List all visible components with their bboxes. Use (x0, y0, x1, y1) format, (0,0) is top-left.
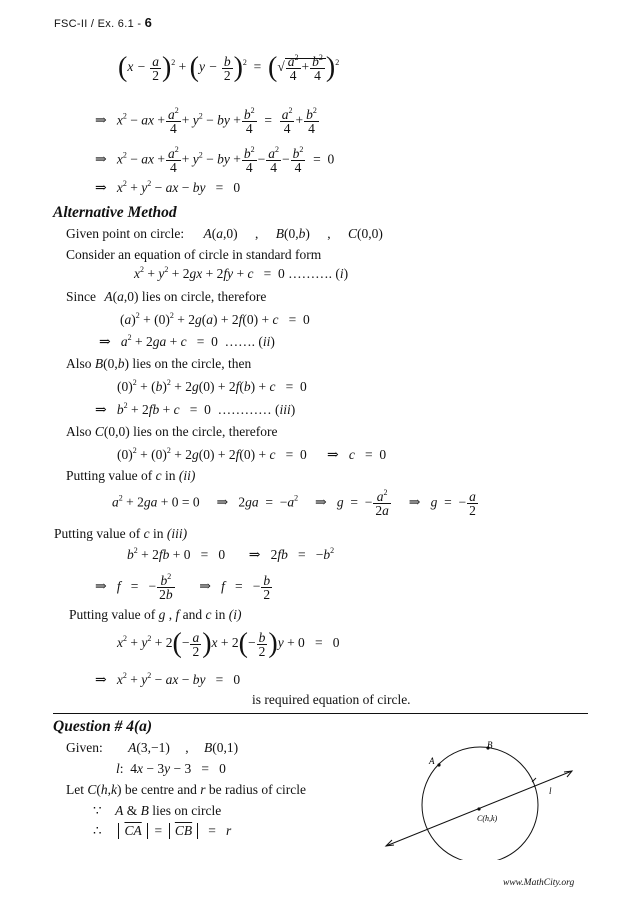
putting-gfc-line: Putting value of g , f and c in (i) (69, 607, 242, 622)
also-c-line: Also C(0,0) lies on the circle, therefore (66, 424, 278, 439)
consider-line: Consider an equation of circle in standard form (66, 247, 322, 262)
solve-f-equation-2: ⇒ f = − $\frac{b^2}{2b}$ ⇒ f = − $\frac{b}{2}$ (95, 572, 271, 602)
solve-g-equation: $a^2 + 2ga + 0 = 0$ ⇒ $2ga = -a^2$ ⇒ g = − $\frac{a^2}{2a}$ ⇒ g = − $\frac{a}{2}$ (112, 488, 476, 518)
required-equation-text: is required equation of circle. (252, 692, 411, 707)
alternative-method-heading: Alternative Method (53, 204, 177, 221)
since-label: Since (66, 289, 96, 304)
given-point-label: Given point on circle: (66, 226, 185, 241)
question-4a-heading: Question # 4(a) (53, 718, 153, 735)
equation-4: ⇒ $x^2 + y^2$ − ax − by = 0 (95, 179, 241, 196)
header-title: FSC-II / Ex. 6.1 - (54, 18, 142, 30)
putting-c-ii-line: Putting value of c in (ii) (66, 468, 196, 483)
final-substitution-equation: $x^2 + y^2 + 2(-$ $\frac{a}{2}$ )x + 2(− $\frac{b}{2}$ )y + 0 = 0 (117, 628, 340, 659)
equation-ii: ⇒ $a^2 + 2ga + c = 0$ ……. (ii) (99, 333, 275, 350)
be-radius-label: be radius of circle (208, 782, 306, 797)
label-b: B (487, 740, 493, 750)
standard-form-equation: $x^2 + y^2 + 2gx + 2fy + c = 0$ ………. (i) (134, 265, 349, 281)
and-label: and (182, 607, 203, 622)
lies-circle-therefore-label: lies on the circle, therefore (133, 424, 278, 439)
page-header (54, 15, 152, 30)
lies-therefore-label: lies on circle, therefore (141, 289, 267, 304)
let-c-line: Let C(h,k) be centre and r be radius of circle (66, 782, 306, 797)
putting-c-iii-line: Putting value of c in (iii) (54, 526, 188, 541)
be-centre-label: be centre and (124, 782, 197, 797)
also-c-label: Also (66, 424, 92, 439)
also-b-line: Also B(0,b) lies on the circle, then (66, 356, 252, 371)
label-center: C(h,k) (477, 814, 498, 823)
final-equation: ⇒ $x^2 + y^2$ − ax − by = 0 (95, 671, 241, 688)
footer-site: www.MathCity.org (503, 878, 575, 888)
since-a-line: Since A(a,0) lies on circle, therefore (66, 289, 267, 304)
lies-then-label: lies on the circle, then (132, 356, 252, 371)
putting-gfc-label: Putting value of (69, 607, 156, 622)
point-center (477, 807, 480, 810)
section-divider (53, 713, 588, 714)
substitute-c-equation: $(0)^2 + (0)^2 + 2g(0) + 2f(0) + c = 0$ ⇒ c = 0 (117, 446, 387, 463)
substitute-a-equation: $(a)^2 + (0)^2 + 2g(a) + 2f(0) + c = 0$ (120, 311, 310, 327)
putting-value-iii-label: Putting value of (54, 526, 141, 541)
substitute-b-equation: $(0)^2 + (b)^2 + 2g(0) + 2f(b) + c = 0$ (117, 378, 307, 394)
therefore-line: ∴ $\overline{CA} = \overline{CB}$ = r (93, 823, 232, 838)
putting-value-label: Putting value of (66, 468, 153, 483)
in-label: in (165, 468, 176, 483)
because-line: ∵ A & B lies on circle (93, 803, 222, 818)
circle-figure (380, 735, 590, 860)
lies-on-circle-label: lies on circle (152, 803, 222, 818)
let-label: Let (66, 782, 84, 797)
in-iii-label: in (153, 526, 164, 541)
solve-f-equation-1: $b^2 + 2fb + 0$ = 0 ⇒ 2fb = $-b^2$ (127, 546, 335, 563)
point-a (437, 763, 440, 766)
eq-tag-iii: iii (279, 402, 291, 417)
given-points-line: Given point on circle: A(a,0) , B(0,b) , C(0,0) (66, 226, 383, 241)
equation-2: ⇒ $x^2$ − ax + $\frac{a^2}{4}$ + $y^2$ − by + $\frac{b^2}{4}$ = $\frac{a^2}{4}$ + $\frac{b^2}{4}$ (95, 106, 317, 136)
equation-iii: ⇒ $b^2 + 2fb + c = 0$ ………… (iii) (95, 401, 296, 418)
also-label: Also (66, 356, 92, 371)
equation-1: (x − $\frac{a}{2}$ )$^2$ + (y − $\frac{b}{2}$ )$^2$ = (√ $\frac{a^2}{4}$ + $\frac{b^2}{4}$ )$^2$ (118, 52, 340, 83)
eq-tag-ii: ii (262, 334, 271, 349)
line-l-equation: l: 4x − 3y − 3 = 0 (116, 761, 226, 776)
page-number: 6 (144, 15, 153, 30)
given-line: Given: A(3,−1) , B(0,1) (66, 740, 239, 755)
equation-3: ⇒ $x^2$ − ax + $\frac{a^2}{4}$ + $y^2$ − by + $\frac{b^2}{4}$ − $\frac{a^2}{4}$ − $\frac{b^2}{4}$ = 0 (95, 145, 335, 175)
label-l: l (549, 786, 552, 796)
label-a: A (429, 756, 435, 766)
given-label: Given: (66, 740, 103, 755)
eq-tag-i: i (339, 266, 344, 281)
in-i-label: in (214, 607, 226, 622)
